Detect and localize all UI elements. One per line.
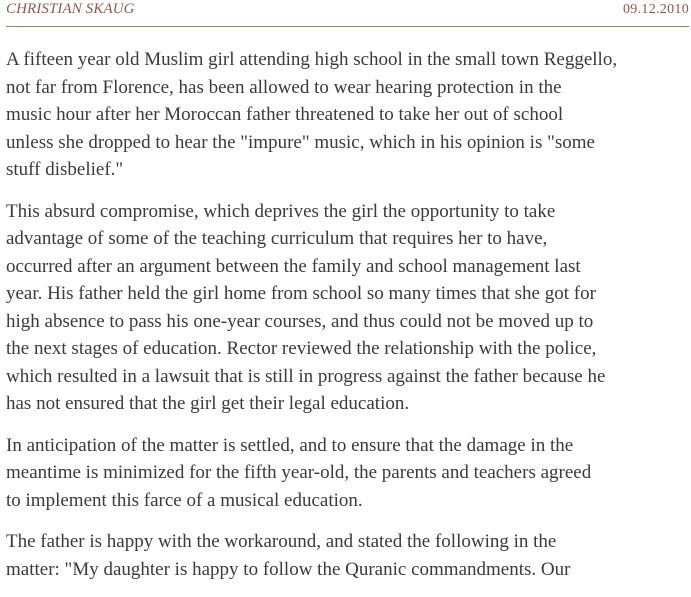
text-line: occurred after an argument between the family and school management last [6, 255, 581, 277]
article-paragraph [6, 198, 691, 418]
text-line: unless she dropped to hear the "impure" music, which in his opinion is "some [6, 131, 595, 153]
article-body [6, 46, 691, 597]
text-line: A fifteen year old Muslim girl attending high school in the small town Reggello, [6, 49, 618, 70]
text-line: advantage of some of the teaching curriculum that requires her to have, [6, 228, 548, 249]
text-line: not far from Florence, has been allowed to wear hearing protection in the [6, 76, 562, 98]
text-line: In anticipation of the matter is settled, and to ensure that the damage in the [6, 434, 574, 456]
text-line: meantime is minimized for the fifth year-old, the parents and teachers agreed [6, 462, 592, 483]
article-paragraph [6, 46, 691, 184]
text-line: high absence to pass his one-year courses, and thus could not be moved up to [6, 310, 594, 332]
publish-date: 09.12.2010 [623, 2, 689, 17]
text-line: the next stages of education. Rector reviewed the relationship with the police, [6, 338, 597, 359]
text-line: music hour after her Moroccan father threatened to take her out of school [6, 104, 564, 125]
article-paragraph [6, 528, 691, 583]
text-line: matter: "My daughter is happy to follow the Quranic commandments. Our [6, 558, 571, 580]
text-line: This absurd compromise, which deprives the girl the opportunity to take [6, 200, 556, 222]
text-line: has not ensured that the girl get their legal education. [6, 393, 410, 414]
text-line: The father is happy with the workaround, and stated the following in the [6, 531, 557, 552]
text-line: which resulted in a lawsuit that is still in progress against the father because he [6, 365, 606, 387]
article-byline [6, 0, 689, 27]
author-name: CHRISTIAN SKAUG [6, 1, 135, 17]
text-line: year. His father held the girl home from school so many times that she got for [6, 283, 596, 304]
article-paragraph [6, 432, 691, 515]
text-line: to implement this farce of a musical education. [6, 489, 363, 511]
text-line: stuff disbelief." [6, 159, 124, 180]
